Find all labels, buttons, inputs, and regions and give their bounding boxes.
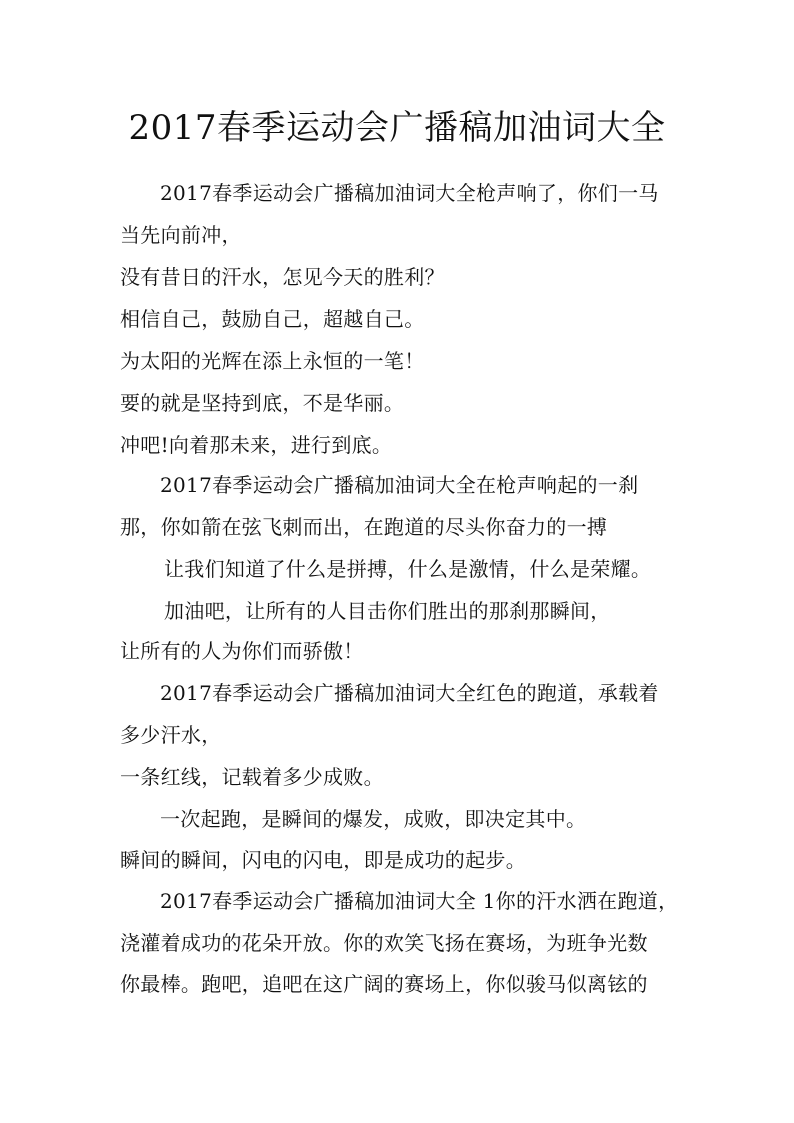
document-title: 2017春季运动会广播稿加油词大全 xyxy=(128,108,666,148)
paragraph-line: 2017春季运动会广播稿加油词大全红色的跑道，承载着 xyxy=(160,681,659,705)
paragraph-line: 那，你如箭在弦飞刺而出，在跑道的尽头你奋力的一搏 xyxy=(120,515,608,539)
paragraph-line: 一条红线，记载着多少成败。 xyxy=(120,765,384,789)
paragraph-line: 相信自己，鼓励自己，超越自己。 xyxy=(120,307,425,331)
paragraph-line: 让我们知道了什么是拼搏，什么是激情，什么是荣耀。 xyxy=(164,557,652,581)
paragraph-line: 加油吧，让所有的人目击你们胜出的那刹那瞬间， xyxy=(164,599,611,623)
paragraph-line: 你最棒。跑吧，追吧在这广阔的赛场上，你似骏马似离铉的 xyxy=(120,972,648,996)
paragraph-line: 浇灌着成功的花朵开放。你的欢笑飞扬在赛场，为班争光数 xyxy=(120,931,648,955)
paragraph-line: 多少汗水， xyxy=(120,723,222,747)
paragraph-line: 让所有的人为你们而骄傲！ xyxy=(120,639,364,663)
paragraph-line: 为太阳的光辉在添上永恒的一笔！ xyxy=(120,349,425,373)
paragraph-line: 瞬间的瞬间，闪电的闪电，即是成功的起步。 xyxy=(120,848,526,872)
paragraph-line: 2017春季运动会广播稿加油词大全 1你的汗水洒在跑道， xyxy=(160,889,679,913)
paragraph-line: 没有昔日的汗水，怎见今天的胜利？ xyxy=(120,265,445,289)
paragraph-line: 当先向前冲， xyxy=(120,223,242,247)
paragraph-line: 冲吧!向着那未来，进行到底。 xyxy=(120,433,393,457)
paragraph-line: 2017春季运动会广播稿加油词大全枪声响了，你们一马 xyxy=(160,181,659,205)
paragraph-line: 要的就是坚持到底，不是华丽。 xyxy=(120,391,405,415)
paragraph-line: 一次起跑，是瞬间的爆发，成败，即决定其中。 xyxy=(160,807,587,831)
paragraph-line: 2017春季运动会广播稿加油词大全在枪声响起的一刹 xyxy=(160,473,639,497)
